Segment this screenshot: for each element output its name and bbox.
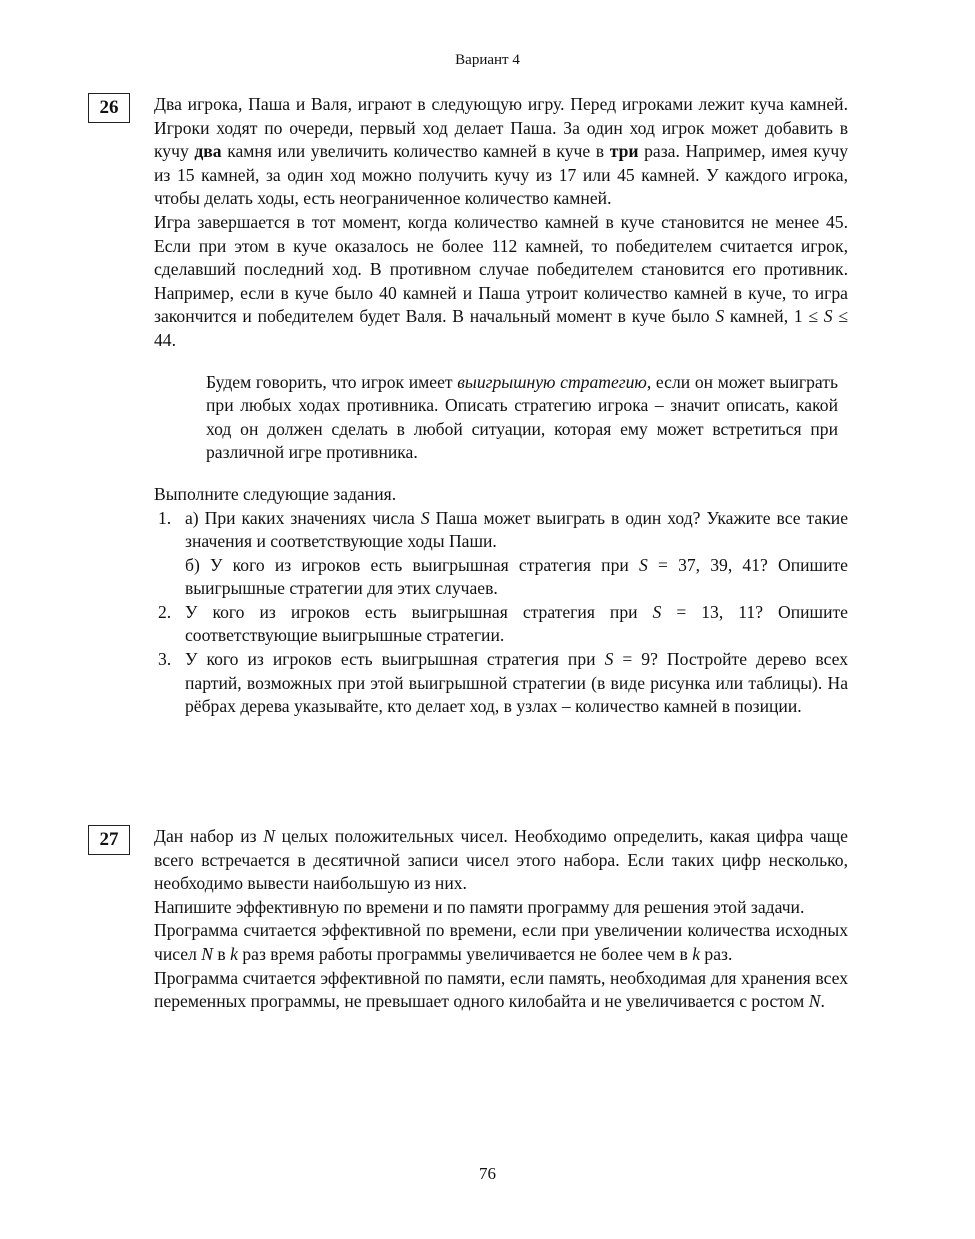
task-intro-paragraph: Два игрока, Паша и Валя, играют в следующую игру. Перед игроками лежит куча камней. Игроки ходят по очереди, первый ход делает Паша. За один ход игрок может добавить в кучу два камня или увеличить количество камней в куче в три раза. Например, имея кучу из 15 камней, за один ход можно получить кучу из 17 или 45 камней. У каждого игрока, чтобы делать ходы, есть неограниченное количество камней.: [154, 94, 848, 209]
game-end-paragraph: Игра завершается в тот момент, когда количество камней в куче становится не менее 45. Если при этом в куче оказалось не более 112 камней, то победителем считается игрок, сделавший последний ход. В противном случае победителем становится его противник. Например, если в куче было 40 камней и Паша утроит количество камней в куче, то игра закончится и победителем будет Валя. В начальный момент в куче было S камней, 1 ≤ S ≤ 44.: [154, 211, 848, 350]
task-body: [154, 93, 848, 719]
task-paragraph: Напишите эффективную по времени и по памяти программу для решения этой задачи.: [154, 896, 805, 917]
task-number-box: 27: [88, 825, 130, 855]
page-header: Вариант 4: [455, 52, 520, 68]
subtask-list: [154, 507, 848, 719]
tasks-intro: Выполните следующие задания.: [154, 483, 397, 504]
list-item: 2. У кого из игроков есть выигрышная стратегия при S = 13, 11? Опишите соответствующие выигрышные стратегии.: [158, 601, 848, 646]
task-number-box: 26: [88, 93, 130, 123]
page-number: 76: [479, 1164, 496, 1183]
strategy-definition-block: Будем говорить, что игрок имеет выигрышную стратегию, если он может выиграть при любых ходах противника. Описать стратегию игрока – значит описать, какой ход он должен сделать в любой ситуации, которая ему может встретиться при различной игре противника.: [206, 371, 838, 463]
task-27: [88, 825, 848, 1014]
list-item: 3. У кого из игроков есть выигрышная стратегия при S = 9? Постройте дерево всех партий, возможных при этой выигрышной стратегии (в виде рисунка или таблицы). На рёбрах дерева указывайте, кто делает ход, в узлах – количество камней в позиции.: [158, 649, 848, 717]
task-26: [88, 93, 848, 719]
task-paragraph: Программа считается эффективной по времени, если при увеличении количества исходных чисел N в k раз время работы программы увеличивается не более чем в k раз.: [154, 920, 848, 964]
task-paragraph: Программа считается эффективной по памяти, если память, необходимая для хранения всех переменных программы, не превышает одного килобайта и не увеличивается с ростом N.: [154, 967, 848, 1012]
task-body: [154, 825, 848, 1014]
task-paragraph: Дан набор из N целых положительных чисел. Необходимо определить, какая цифра чаще всего встречается в десятичной записи чисел этого набора. Если таких цифр несколько, необходимо вывести наибольшую из них.: [154, 826, 848, 894]
list-item: 1. а) При каких значениях числа S Паша может выиграть в один ход? Укажите все такие значения и соответствующие ходы Паши. б) У кого из игроков есть выигрышная стратегия при S = 37, 39, 41? Опишите выигрышные стратегии для этих случаев.: [158, 507, 849, 599]
